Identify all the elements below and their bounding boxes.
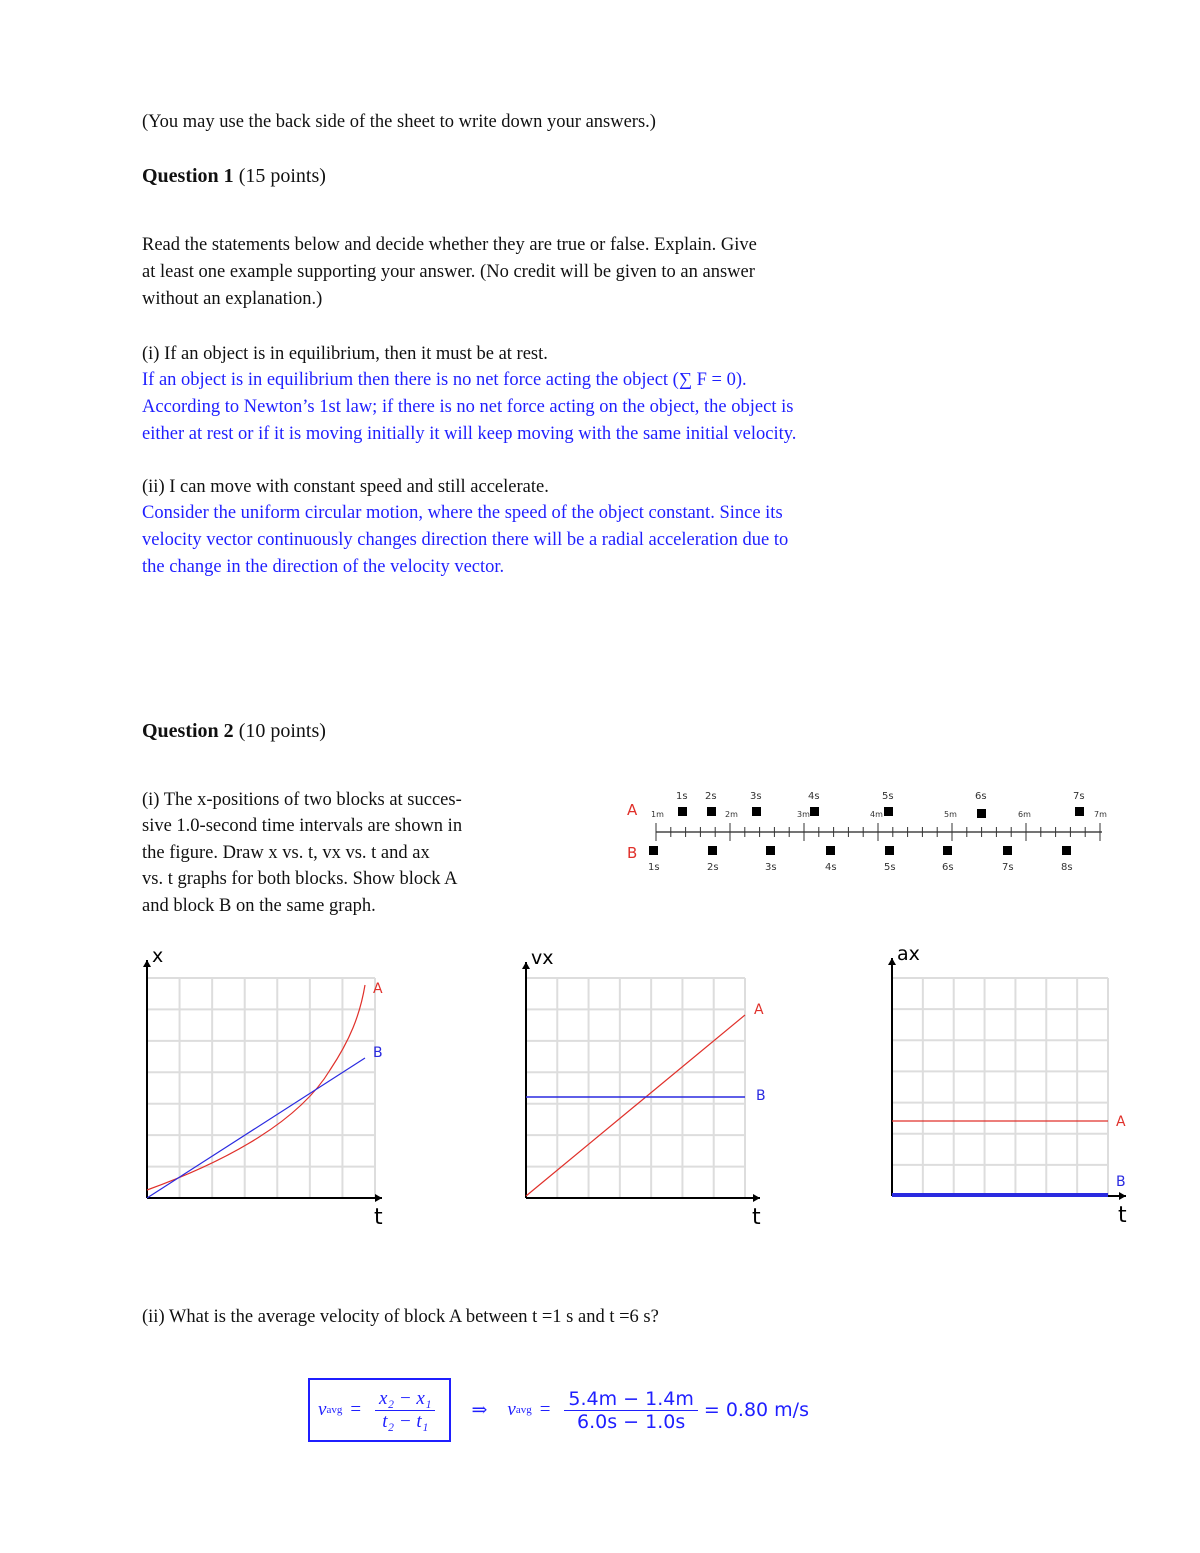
y-axis-arrow	[888, 958, 896, 965]
x-axis-arrow	[753, 1194, 760, 1202]
implies-arrow: ⇒	[471, 1399, 488, 1421]
block-b-time: 5s	[884, 862, 896, 873]
block-b-time: 4s	[825, 862, 837, 873]
avg-velocity-formula	[308, 1378, 809, 1442]
block-b-marker	[649, 846, 658, 855]
block-b-time: 2s	[707, 862, 719, 873]
series-a-label: A	[373, 981, 383, 997]
x-axis-label: t	[752, 1205, 761, 1230]
block-b-time: 6s	[942, 862, 954, 873]
block-b-marker	[885, 846, 894, 855]
x-axis-arrow	[375, 1194, 382, 1202]
denominator: t₂ − t₁	[382, 1410, 429, 1432]
text-line: and block B on the same graph.	[142, 896, 376, 916]
block-b-marker	[943, 846, 952, 855]
answer-line: either at rest or if it is moving initially it will keep moving with the same initial velocity.	[142, 424, 797, 444]
numerator-values: 5.4m − 1.4m	[564, 1388, 697, 1411]
block-a-time: 5s	[882, 791, 894, 802]
meter-label: 1m	[651, 810, 664, 819]
equals: =	[539, 1399, 551, 1420]
text-line: vs. t graphs for both blocks. Show block A	[142, 869, 458, 889]
block-a-marker	[1075, 807, 1084, 816]
series-a-label: A	[1116, 1114, 1126, 1130]
result: = 0.80 m/s	[703, 1399, 809, 1421]
statement: (i) If an object is in equilibrium, then it must be at rest.	[142, 344, 548, 364]
x-axis-arrow	[1119, 1192, 1126, 1200]
y-axis-label: ax	[897, 943, 920, 965]
block-a-marker	[678, 807, 687, 816]
answer-line: the change in the direction of the velocity vector.	[142, 557, 505, 577]
v-symbol: v	[318, 1399, 327, 1420]
y-axis-label: vx	[531, 947, 554, 969]
intro-line: Read the statements below and decide whether they are true or false. Explain. Give	[142, 235, 757, 255]
text-line: the figure. Draw x vs. t, vx vs. t and ax	[142, 843, 430, 863]
q1-points: (15 points)	[238, 165, 326, 187]
x-axis-label: t	[1118, 1203, 1127, 1228]
x-axis-label: t	[374, 1205, 383, 1230]
equals: =	[350, 1399, 362, 1420]
meter-label: 5m	[944, 810, 957, 819]
denominator-values: 6.0s − 1.0s	[577, 1410, 686, 1433]
block-a-marker	[977, 809, 986, 818]
q2-points: (10 points)	[238, 720, 326, 742]
y-axis-arrow	[143, 960, 151, 967]
block-a-marker	[884, 807, 893, 816]
q2-part-ii-text: (ii) What is the average velocity of block A between t =1 s and t =6 s?	[142, 1307, 659, 1327]
series-b-label: B	[756, 1088, 766, 1104]
block-a-time: 6s	[975, 791, 987, 802]
y-axis-arrow	[522, 962, 530, 969]
meter-label: 6m	[1018, 810, 1031, 819]
block-b-time: 1s	[648, 862, 660, 873]
block-b-marker	[766, 846, 775, 855]
series-b-label: B	[373, 1045, 383, 1061]
block-a-marker	[810, 807, 819, 816]
meter-label: 4m	[870, 810, 883, 819]
v-symbol: v	[507, 1399, 516, 1420]
answer-line: According to Newton’s 1st law; if there is no net force acting on the object, the object is	[142, 397, 794, 417]
block-a-marker	[707, 807, 716, 816]
block-b-time: 8s	[1061, 862, 1073, 873]
avg-sub: avg	[326, 1404, 343, 1416]
block-a-time: 2s	[705, 791, 717, 802]
label-block-a: A	[627, 801, 638, 819]
block-a-marker	[752, 807, 761, 816]
block-a-time: 1s	[676, 791, 688, 802]
text-line: sive 1.0-second time intervals are shown in	[142, 816, 463, 836]
answer-line: Consider the uniform circular motion, where the speed of the object constant. Since its	[142, 503, 783, 523]
avg-sub: avg	[515, 1404, 532, 1416]
block-a-time: 7s	[1073, 791, 1085, 802]
block-a-time: 4s	[808, 791, 820, 802]
statement: (ii) I can move with constant speed and still accelerate.	[142, 477, 549, 497]
q2-title: Question 2	[142, 720, 234, 742]
meter-label: 2m	[725, 810, 738, 819]
note: (You may use the back side of the sheet to write down your answers.)	[142, 112, 656, 132]
answer-line: If an object is in equilibrium then there is no net force acting the object (∑ F = 0).	[142, 370, 747, 390]
intro-line: at least one example supporting your answer. (No credit will be given to an answer	[142, 262, 755, 282]
block-b-time: 7s	[1002, 862, 1014, 873]
meter-label: 7m	[1094, 810, 1107, 819]
label-block-b: B	[627, 844, 638, 862]
block-a-time: 3s	[750, 791, 762, 802]
y-axis-label: x	[152, 945, 164, 967]
block-b-marker	[708, 846, 717, 855]
q1-title: Question 1	[142, 165, 234, 187]
formula-box	[308, 1378, 451, 1442]
numerator: x₂ − x₁	[375, 1388, 435, 1411]
block-b-time: 3s	[765, 862, 777, 873]
block-b-marker	[1062, 846, 1071, 855]
text-line: (i) The x-positions of two blocks at succes-	[142, 790, 462, 810]
intro-line: without an explanation.)	[142, 289, 323, 309]
series-b-label: B	[1116, 1174, 1126, 1190]
series-a-line	[526, 1015, 745, 1196]
meter-label: 3m	[797, 810, 810, 819]
block-b-marker	[1003, 846, 1012, 855]
series-a-label: A	[754, 1002, 764, 1018]
answer-line: velocity vector continuously changes direction there will be a radial acceleration due to	[142, 530, 789, 550]
block-b-marker	[826, 846, 835, 855]
